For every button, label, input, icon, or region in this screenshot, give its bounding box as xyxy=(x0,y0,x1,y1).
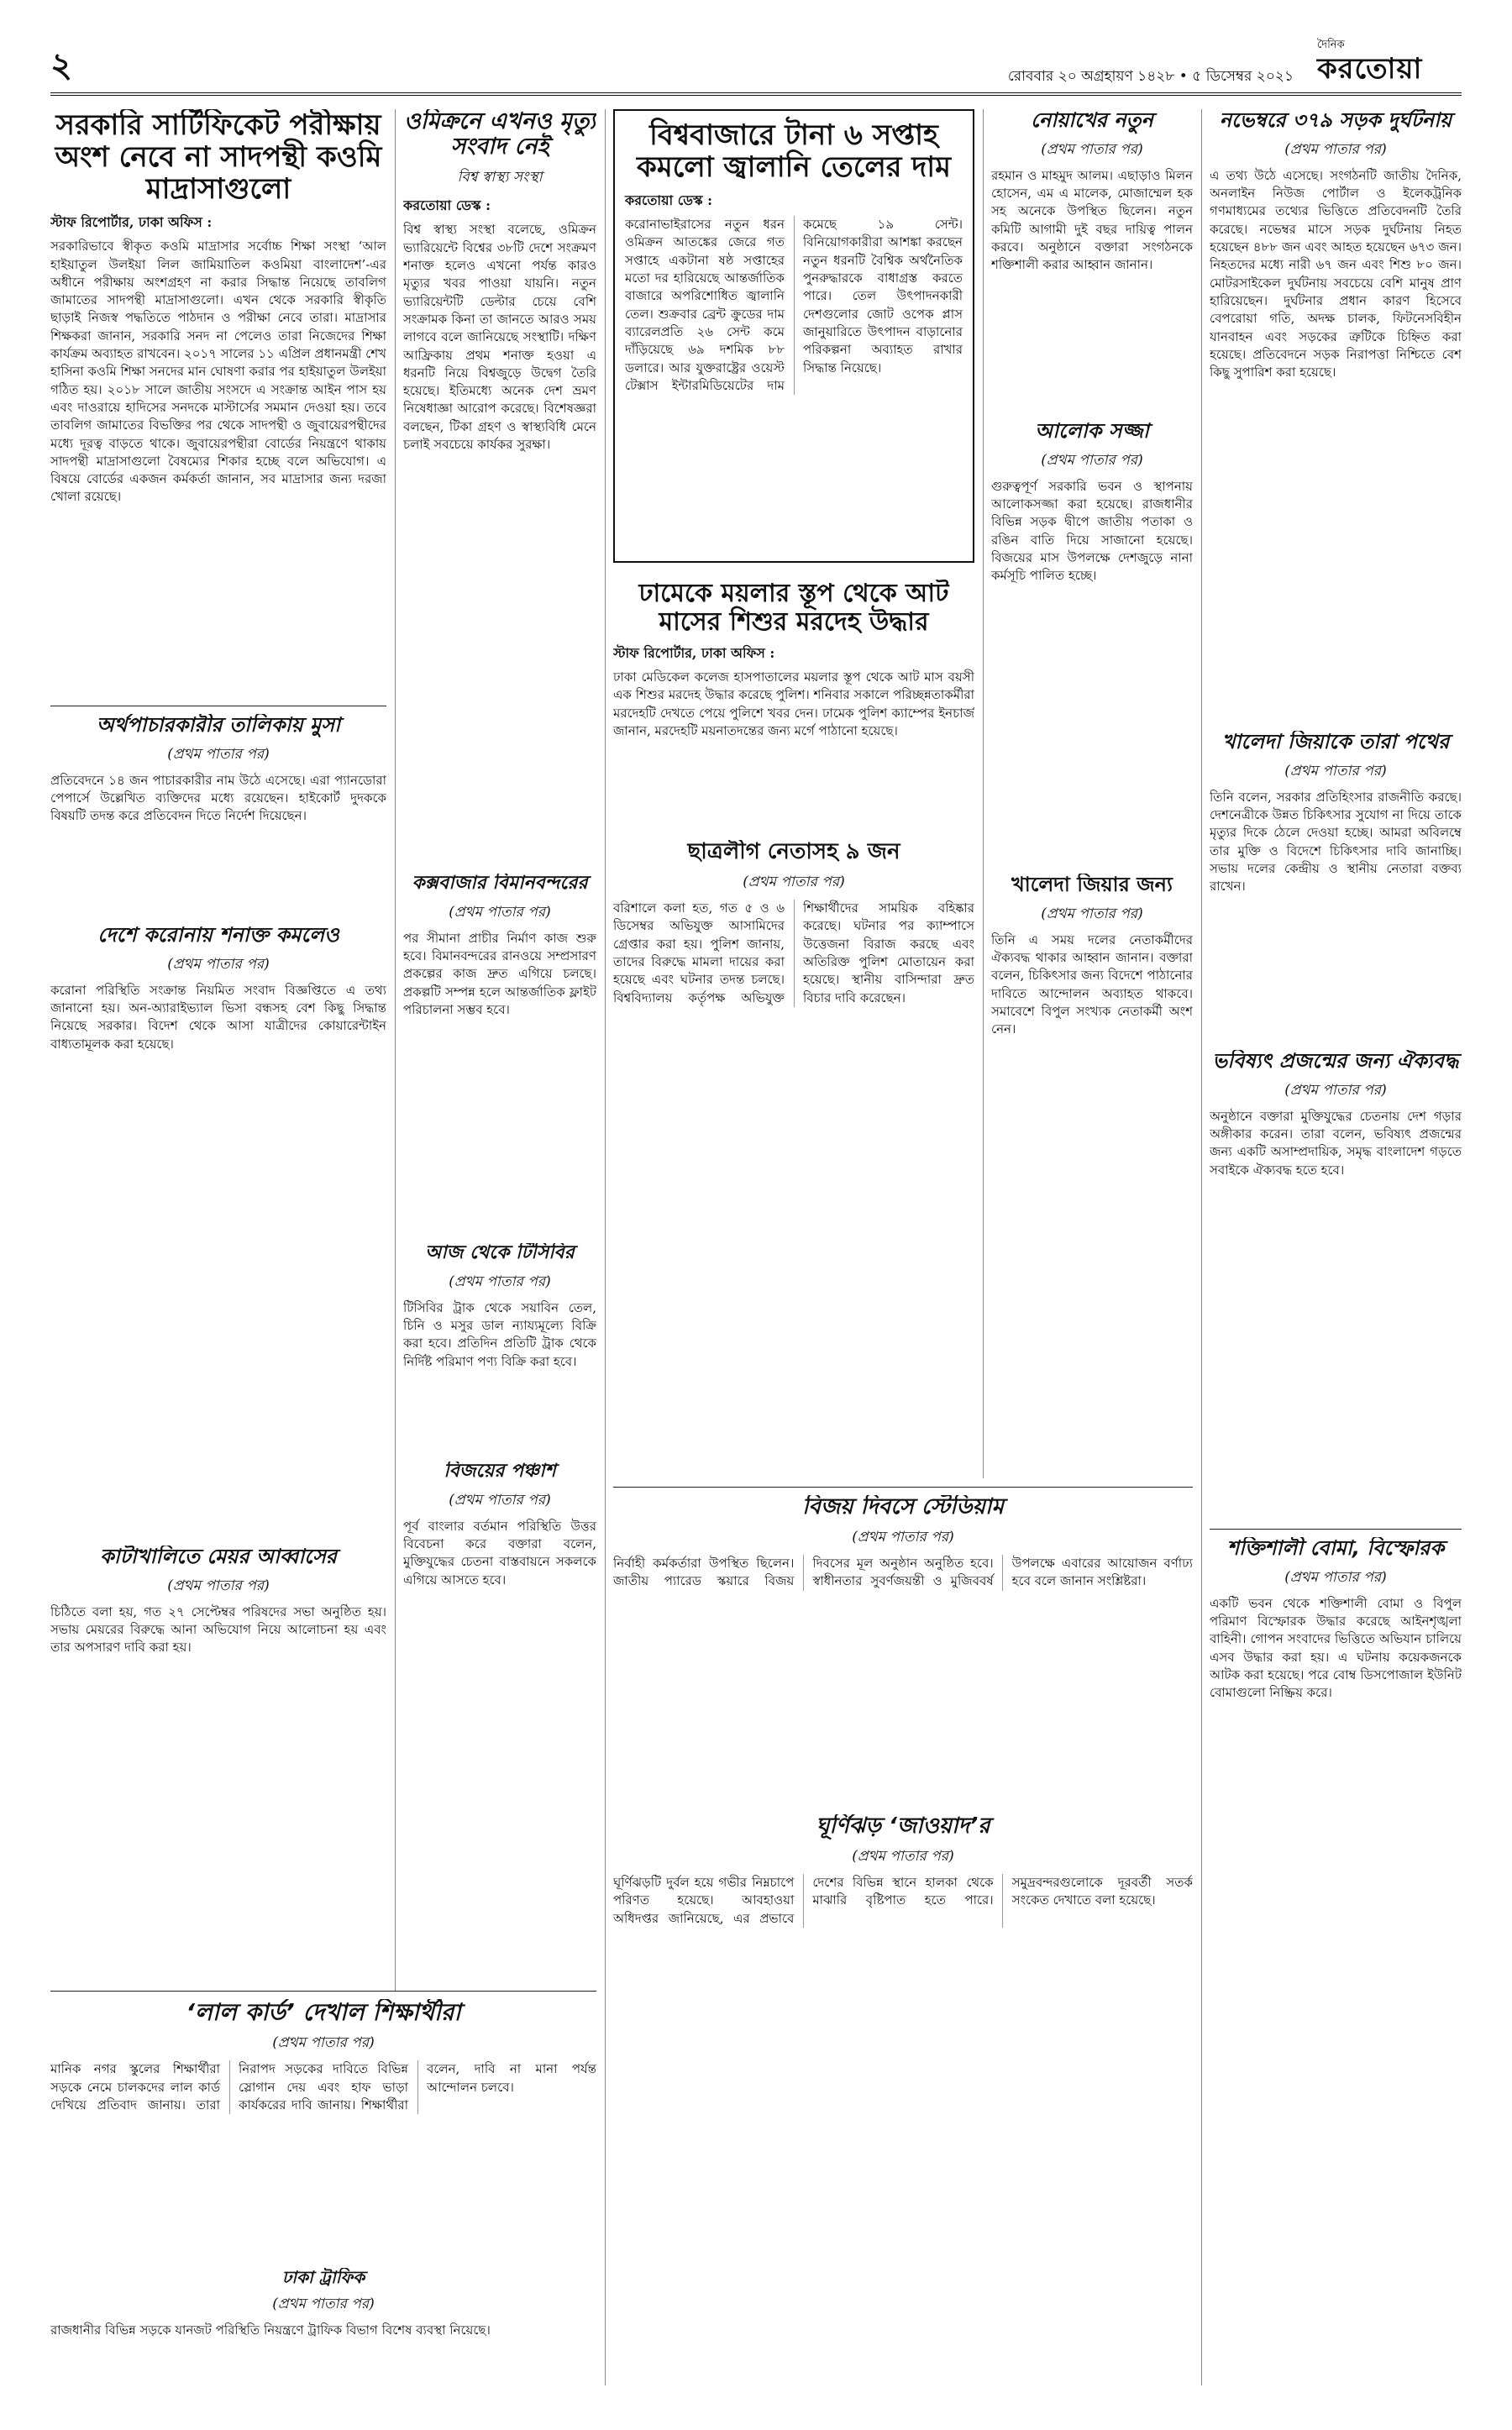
article-bomb xyxy=(1210,1537,1462,2385)
subhead: বিশ্ব স্বাস্থ্য সংস্থা xyxy=(457,169,543,186)
subhead: (প্রথম পাতার পর) xyxy=(1041,140,1143,158)
column-rule xyxy=(983,109,984,1478)
section-rule xyxy=(613,1487,1193,1488)
headline: নভেম্বরে ৩৭৯ সড়ক দুর্ঘটনায় xyxy=(1219,109,1452,132)
article-body: গুরুত্বপূর্ণ সরকারি ভবন ও স্থাপনায় আলোকসজ্জা করা হয়েছে। রাজধানীর বিভিন্ন সড়ক দ্বীপে জাতীয় পতাকা ও রঙিন বাতি দিয়ে সাজানো হয়েছে। বিজয়ের মাস উপলক্ষে দেশজুড়ে নানা কর্মসূচি পালিত হচ্ছে। xyxy=(991,478,1193,584)
article-victory2 xyxy=(403,1462,596,1982)
article-body: ঢাকা মেডিকেল কলেজ হাসপাতালের ময়লার স্তূপ থেকে আট মাস বয়সী এক শিশুর মরদেহ উদ্ধার করেছে পুলিশ। শনিবার সকালে পরিচ্ছন্নতাকর্মীরা মরদেহটি দেখতে পেয়ে পুলিশে খবর দেন। ঢামেক পুলিশ ক্যাম্পের ইনচার্জ জানান, মরদেহটি ময়নাতদন্তের জন্য মর্গে পাঠানো হয়েছে। xyxy=(613,669,974,739)
issue-date: রোববার ২০ অগ্রহায়ণ ১৪২৮ • ৫ ডিসেম্বর ২০২১ xyxy=(1007,68,1294,85)
subhead: (প্রথম পাতার পর) xyxy=(167,1577,270,1594)
headline: আলোক সজ্জা xyxy=(1035,420,1149,443)
column-rule xyxy=(605,109,606,2385)
article-body: চিঠিতে বলা হয়, গত ২৭ সেপ্টেম্বর পরিষদের সভা অনুষ্ঠিত হয়। সভায় মেয়রের বিরুদ্ধে আনা অভিযোগ নিয়ে আলোচনা হয় এবং তার অপসারণ দাবি করা হয়। xyxy=(50,1603,386,1656)
subhead: (প্রথম পাতার পর) xyxy=(1284,1568,1387,1586)
headline: শক্তিশালী বোমা, বিস্ফোরক xyxy=(1226,1537,1445,1560)
subhead: (প্রথম পাতার পর) xyxy=(743,874,845,891)
subhead: (প্রথম পাতার পর) xyxy=(852,1529,954,1546)
headline: ভবিষ্যৎ প্রজন্মের জন্য ঐক্যবদ্ধ xyxy=(1212,1050,1459,1073)
subhead: (প্রথম পাতার পর) xyxy=(167,955,270,973)
article-body: পর সীমানা প্রাচীর নির্মাণ কাজ শুরু হবে। বিমানবন্দরের রানওয়ে সম্প্রসারণ প্রকল্পের কাজ দ্রুত এগিয়ে চলছে। প্রকল্পটি সম্পন্ন হলে আন্তর্জাতিক ফ্লাইট পরিচালনা সম্ভব হবে। xyxy=(403,930,596,1017)
article-body: টিসিবির ট্রাক থেকে সয়াবিন তেল, চিনি ও মসুর ডাল ন্যায্যমূল্যে বিক্রি করা হবে। প্রতিদিন প্রতিটি ট্রাক থেকে নির্দিষ্ট পরিমাণ পণ্য বিক্রি করা হবে। xyxy=(403,1299,596,1369)
subhead: (প্রথম পাতার পর) xyxy=(1284,762,1387,779)
headline: কক্সবাজার বিমানবন্দরের xyxy=(412,874,588,894)
headline: বিজয় দিবসে স্টেডিয়াম xyxy=(802,1495,1004,1519)
article-body: বিশ্ব স্বাস্থ্য সংস্থা বলেছে, ওমিক্রন ভ্যারিয়েন্টে বিশ্বের ৩৮টি দেশে সংক্রমণ শনাক্ত হলেও এখনো পর্যন্ত কারও মৃত্যুর খবর পাওয়া যায়নি। নতুন ভ্যারিয়েন্টটি ডেল্টার চেয়ে বেশি সংক্রামক কিনা তা জানতে আরও সময় লাগবে বলে জানিয়েছে সংস্থাটি। দক্ষিণ আফ্রিকায় প্রথম শনাক্ত হওয়া এ ধরনটি নিয়ে বিশ্বজুড়ে উদ্বেগ তৈরি হয়েছে। ইতিমধ্যে অনেক দেশ ভ্রমণ নিষেধাজ্ঞা আরোপ করেছে। বিশেষজ্ঞরা বলছেন, টিকা গ্রহণ ও স্বাস্থ্যবিধি মেনে চলাই সবচেয়ে কার্যকর সুরক্ষা। xyxy=(403,222,596,453)
headline: ওমিক্রনে এখনও মৃত্যু সংবাদ নেই xyxy=(403,109,596,160)
article-khaleda-path xyxy=(1210,731,1462,1033)
newspaper-page xyxy=(50,34,1462,2396)
headline: ঘূর্ণিঝড় ‘জাওয়াদ’র xyxy=(816,1814,990,1839)
article-body: এ তথ্য উঠে এসেছে। সংগঠনটি জাতীয় দৈনিক, অনলাইন নিউজ পোর্টাল ও ইলেকট্রনিক গণমাধ্যমের তথ্যের ভিত্তিতে প্রতিবেদনটি তৈরি করেছে। নভেম্বর মাসে সড়ক দুর্ঘটনায় নিহত হয়েছেন ৪৮৮ জন এবং আহত হয়েছেন ৬৭৩ জন। নিহতদের মধ্যে নারী ৬৭ জন এবং শিশু ৮০ জন। মোটরসাইকেল দুর্ঘটনায় সবচেয়ে বেশি মানুষ প্রাণ হারিয়েছেন। দুর্ঘটনার প্রধান কারণ হিসেবে বেপরোয়া গতি, অদক্ষ চালক, ফিটনেসবিহীন যানবাহন এবং সড়কের ত্রুটিকে চিহ্নিত করা হয়েছে। প্রতিবেদনে সড়ক নিরাপত্তা নিশ্চিতে বেশ কিছু সুপারিশ করা হয়েছে। xyxy=(1210,167,1462,381)
article-body: রাজধানীর বিভিন্ন সড়কে যানজট পরিস্থিতি নিয়ন্ত্রণে ট্রাফিক বিভাগ বিশেষ ব্যবস্থা নিয়েছে। xyxy=(50,2322,491,2338)
article-body: নির্বাহী কর্মকর্তারা উপস্থিত ছিলেন। জাতীয় প্যারেড স্কয়ারে বিজয় দিবসের মূল অনুষ্ঠান অনুষ্ঠিত হবে। স্বাধীনতার সুবর্ণজয়ন্তী ও মুজিববর্ষ উপলক্ষে এবারের আয়োজন বর্ণাঢ্য হবে বলে জানান সংশ্লিষ্টরা। xyxy=(613,1556,1193,1589)
article-corona xyxy=(50,924,386,1529)
article-oil xyxy=(613,109,974,563)
article-body: তিনি এ সময় দলের নেতাকর্মীদের ঐক্যবদ্ধ থাকার আহ্বান জানান। বক্তারা বলেন, চিকিৎসার জন্য বিদেশে পাঠানোর দাবিতে আন্দোলন অব্যাহত থাকবে। সমাবেশে বিপুল সংখ্যক নেতাকর্মী অংশ নেন। xyxy=(991,932,1193,1037)
headline: আজ থেকে টিসিবির xyxy=(425,1243,575,1263)
headline: বিজয়ের পঞ্চাশ xyxy=(444,1462,556,1482)
article-certificate xyxy=(50,109,386,697)
headline: অর্থপাচারকারীর তালিকায় মুসা xyxy=(96,714,341,737)
article-body: তিনি বলেন, সরকার প্রতিহিংসার রাজনীতি করছে। দেশনেত্রীকে উন্নত চিকিৎসার সুযোগ না দিয়ে তাকে মৃত্যুর দিকে ঠেলে দেওয়া হচ্ছে। আমরা অবিলম্বে তার মুক্তি ও বিদেশে চিকিৎসার দাবি জানাচ্ছি। সভায় দলের কেন্দ্রীয় ও স্থানীয় নেতারা বক্তব্য রাখেন। xyxy=(1210,789,1462,895)
article-body: মানিক নগর স্কুলের শিক্ষার্থীরা সড়কে নেমে চালকদের লাল কার্ড দেখিয়ে প্রতিবাদ জানায়। তারা নিরাপদ সড়কের দাবিতে বিভিন্ন স্লোগান দেয় এবং হাফ ভাড়া কার্যকরের দাবি জানায়। শিক্ষার্থীরা বলেন, দাবি না মানা পর্যন্ত আন্দোলন চলবে। xyxy=(50,2061,596,2112)
headline: সরকারি সার্টিফিকেট পরীক্ষায় অংশ নেবে না সাদপন্থী কওমি মাদ্রাসাগুলো xyxy=(55,109,382,207)
masthead xyxy=(50,34,1462,96)
article-redcard xyxy=(50,1999,596,2251)
byline: স্টাফ রিপোর্টার, ঢাকা অফিস : xyxy=(50,214,213,231)
article-body: করোনাভাইরাসের নতুন ধরন ওমিক্রন আতঙ্কের জেরে গত সপ্তাহে একটানা ষষ্ঠ সপ্তাহের মতো দর হারিয়েছে আন্তর্জাতিক বাজারে অপরিশোধিত জ্বালানি তেল। শুক্রবার ব্রেন্ট ক্রুডের দাম ব্যারেলপ্রতি ২৬ সেন্ট কমে দাঁড়িয়েছে ৬৯ দশমিক ৮৮ ডলারে। আর যুক্তরাষ্ট্রের ওয়েস্ট টেক্সাস ইন্টারমিডিয়েটের দাম কমেছে ১৯ সেন্ট। বিনিয়োগকারীরা আশঙ্কা করছেন নতুন ধরনটি বৈশ্বিক অর্থনৈতিক পুনরুদ্ধারকে বাধাগ্রস্ত করতে পারে। তেল উৎপাদনকারী দেশগুলোর জোট ওপেক প্লাস জানুয়ারিতে উৎপাদন বাড়ানোর পরিকল্পনা অব্যাহত রাখার সিদ্ধান্ত নিয়েছে। xyxy=(625,217,963,393)
headline: ঢাকা ট্রাফিক xyxy=(281,2268,365,2287)
byline: স্টাফ রিপোর্টার, ঢাকা অফিস : xyxy=(613,645,775,662)
page-number: ২ xyxy=(50,45,73,85)
subhead: (প্রথম পাতার পর) xyxy=(272,2034,375,2052)
article-light xyxy=(991,420,1193,840)
subhead: (প্রথম পাতার পর) xyxy=(449,1491,551,1509)
article-body: সরকারিভাবে স্বীকৃত কওমি মাদ্রাসার সর্বোচ্চ শিক্ষা সংস্থা ‘আল হাইয়াতুল উলইয়া লিল জামিয়াতিল কওমিয়া বাংলাদেশ’-এর অধীনে পরীক্ষায় অংশগ্রহণ না করার সিদ্ধান্ত নিয়েছে তাবলিগ জামাতের সাদপন্থী মাদ্রাসাগুলো। এখন থেকে সরকারি স্বীকৃতি ছাড়াই নিজস্ব পদ্ধতিতে পাঠদান ও পরীক্ষা নেবে তারা। মাদ্রাসার শিক্ষকরা জানান, সরকারি সনদ না পেলেও তারা নিজেদের শিক্ষা কার্যক্রম অব্যাহত রাখবেন। ২০১৭ সালের ১১ এপ্রিল প্রধানমন্ত্রী শেখ হাসিনা কওমি শিক্ষা সনদের মান ঘোষণা করার পর হাইয়াতুল উলইয়া গঠিত হয়। ২০১৮ সালে জাতীয় সংসদে এ সংক্রান্ত আইন পাস হয় এবং দাওরায়ে হাদিসের সনদকে মাস্টার্সের সমমান দেওয়া হয়। তবে তাবলিগ জামাতের বিভক্তির পর থেকে সাদপন্থী ও জুবায়েরপন্থীদের মধ্যে দূরত্ব বাড়তে থাকে। জুবায়েরপন্থীরা বোর্ডের নিয়ন্ত্রণে থাকায় সাদপন্থী মাদ্রাসাগুলো বৈষম্যের শিকার হচ্ছে বলে অভিযোগ। এ বিষয়ে বোর্ডের একজন কর্মকর্তা জানান, সব মাদ্রাসার জন্য দরজা খোলা রয়েছে। xyxy=(50,239,386,505)
article-bcl xyxy=(613,840,974,1478)
article-body: একটি ভবন থেকে শক্তিশালী বোমা ও বিপুল পরিমাণ বিস্ফোরক উদ্ধার করেছে আইনশৃঙ্খলা বাহিনী। গোপন সংবাদের ভিত্তিতে অভিযান চালিয়ে এসব উদ্ধার করা হয়। এ ঘটনায় কয়েকজনকে আটক করা হয়েছে। পরে বোম্ব ডিসপোজাল ইউনিট বোমাগুলো নিষ্ক্রিয় করে। xyxy=(1210,1595,1462,1701)
article-body: অনুষ্ঠানে বক্তারা মুক্তিযুদ্ধের চেতনায় দেশ গড়ার অঙ্গীকার করেন। তারা বলেন, ভবিষ্যৎ প্রজন্মের জন্য একটি অসাম্প্রদায়িক, সমৃদ্ধ বাংলাদেশ গড়তে সবাইকে ঐক্যবদ্ধ হতে হবে। xyxy=(1210,1108,1462,1178)
subhead: (প্রথম পাতার পর) xyxy=(272,2296,375,2313)
article-lovers xyxy=(991,109,1193,412)
article-airport xyxy=(403,874,596,1226)
subhead: (প্রথম পাতার পর) xyxy=(852,1848,954,1866)
headline: খালেদা জিয়াকে তারা পথের xyxy=(1221,731,1450,753)
headline: দেশে করোনায় শনাক্ত কমলেও xyxy=(97,924,339,947)
article-body: পূর্ব বাংলার বর্তমান পরিস্থিতি উত্তর বিবেচনা করে বক্তারা বলেন, মুক্তিযুদ্ধের চেতনা বাস্তবায়নে সকলকে এগিয়ে আসতে হবে। xyxy=(403,1518,596,1588)
subhead: (প্রথম পাতার পর) xyxy=(449,1273,551,1290)
section-rule xyxy=(1210,1529,1462,1530)
article-body: প্রতিবেদনে ১৪ জন পাচারকারীর নাম উঠে এসেছে। এরা প্যানডোরা পেপার্সে উল্লেখিত ব্যক্তিদের মধ্যে রয়েছেন। হাইকোর্ট দুদককে বিষয়টি তদন্ত করে প্রতিবেদন দিতে নির্দেশ দিয়েছেন। xyxy=(50,772,386,824)
article-tcb xyxy=(403,1243,596,1453)
headline: খালেদা জিয়ার জন্য xyxy=(1011,874,1173,896)
article-body: বরিশালে কলা হত, গত ৫ ও ৬ ডিসেম্বর অভিযুক্ত আসামিদের গ্রেপ্তার করা হয়। পুলিশ জানায়, তাদের বিরুদ্ধে মামলা দায়ের করা হয়েছে এবং ঘটনার তদন্ত চলছে। বিশ্ববিদ্যালয় কর্তৃপক্ষ অভিযুক্ত শিক্ষার্থীদের সাময়িক বহিষ্কার করেছে। ঘটনার পর ক্যাম্পাসে উত্তেজনা বিরাজ করছে এবং অতিরিক্ত পুলিশ মোতায়েন করা হয়েছে। স্থানীয় বাসিন্দারা দ্রুত বিচার দাবি করেছেন। xyxy=(613,900,974,1005)
subhead: (প্রথম পাতার পর) xyxy=(449,903,551,921)
headline: ‘লাল কার্ড’ দেখাল শিক্ষার্থীরা xyxy=(186,1999,461,2026)
column-rule xyxy=(1201,109,1202,2385)
byline: করতোয়া ডেস্ক : xyxy=(625,192,712,209)
subhead: (প্রথম পাতার পর) xyxy=(1041,451,1143,469)
logo-title: করতোয়া xyxy=(1317,52,1423,86)
article-cyclone xyxy=(613,1814,1193,2385)
article-child xyxy=(613,580,974,832)
headline: বিশ্ববাজারে টানা ৬ সপ্তাহ কমলো জ্বালানি তেলের দাম xyxy=(637,118,951,185)
headline: ঢামেকে ময়লার স্তূপ থেকে আট মাসের শিশুর মরদেহ উদ্ধার xyxy=(638,580,949,637)
article-future xyxy=(1210,1050,1462,1520)
article-omicron xyxy=(403,109,596,630)
newspaper-logo xyxy=(1310,37,1462,86)
column-rule xyxy=(395,109,396,1991)
headline: নোয়াখের নতুন xyxy=(1031,109,1153,132)
article-traffic xyxy=(50,2268,596,2385)
article-victory xyxy=(613,1495,1193,1798)
byline: করতোয়া ডেস্ক : xyxy=(403,197,491,214)
logo-small-text: দৈনিক xyxy=(1317,39,1345,51)
section-rule xyxy=(50,1991,596,1992)
article-body: ঘূর্ণিঝড়টি দুর্বল হয়ে গভীর নিম্নচাপে পরিণত হয়েছে। আবহাওয়া অধিদপ্তর জানিয়েছে, এর প্রভাবে দেশের বিভিন্ন স্থানে হালকা থেকে মাঝারি বৃষ্টিপাত হতে পারে। সমুদ্রবন্দরগুলোকে দূরবর্তী সতর্ক সংকেত দেখাতে বলা হয়েছে। xyxy=(613,1875,1193,1926)
subhead: (প্রথম পাতার পর) xyxy=(1041,905,1143,922)
subhead: (প্রথম পাতার পর) xyxy=(1284,140,1387,158)
headline: ছাত্রলীগ নেতাসহ ৯ জন xyxy=(687,840,900,864)
subhead: (প্রথম পাতার পর) xyxy=(1284,1081,1387,1099)
article-body: করোনা পরিস্থিতি সংক্রান্ত নিয়মিত সংবাদ বিজ্ঞপ্তিতে এ তথ্য জানানো হয়। অন-অ্যারাইভ্যাল ভিসা বন্ধসহ বেশ কিছু সিদ্ধান্ত নিয়েছে সরকার। বিদেশ থেকে আসা যাত্রীদের কোয়ারেন্টাইন বাধ্যতামূলক করা হয়েছে। xyxy=(50,982,386,1052)
article-katakhali xyxy=(50,1546,386,1982)
headline: কাটাখালিতে মেয়র আব্বাসের xyxy=(99,1546,338,1568)
subhead: (প্রথম পাতার পর) xyxy=(167,745,270,763)
article-accidents xyxy=(1210,109,1462,714)
article-body: রহমান ও মাহমুদ আলম। এছাড়াও মিলন হোসেন, এম এ মালেক, মোজাম্মেল হক সহ অনেকে উপস্থিত ছিলেন। নতুন কমিটি আগামী দুই বছর দায়িত্ব পালন করবে। অনুষ্ঠানে বক্তারা সংগঠনকে শক্তিশালী করার আহ্বান জানান। xyxy=(991,167,1193,273)
article-khaleda xyxy=(991,874,1193,1394)
article-mice xyxy=(50,714,386,916)
